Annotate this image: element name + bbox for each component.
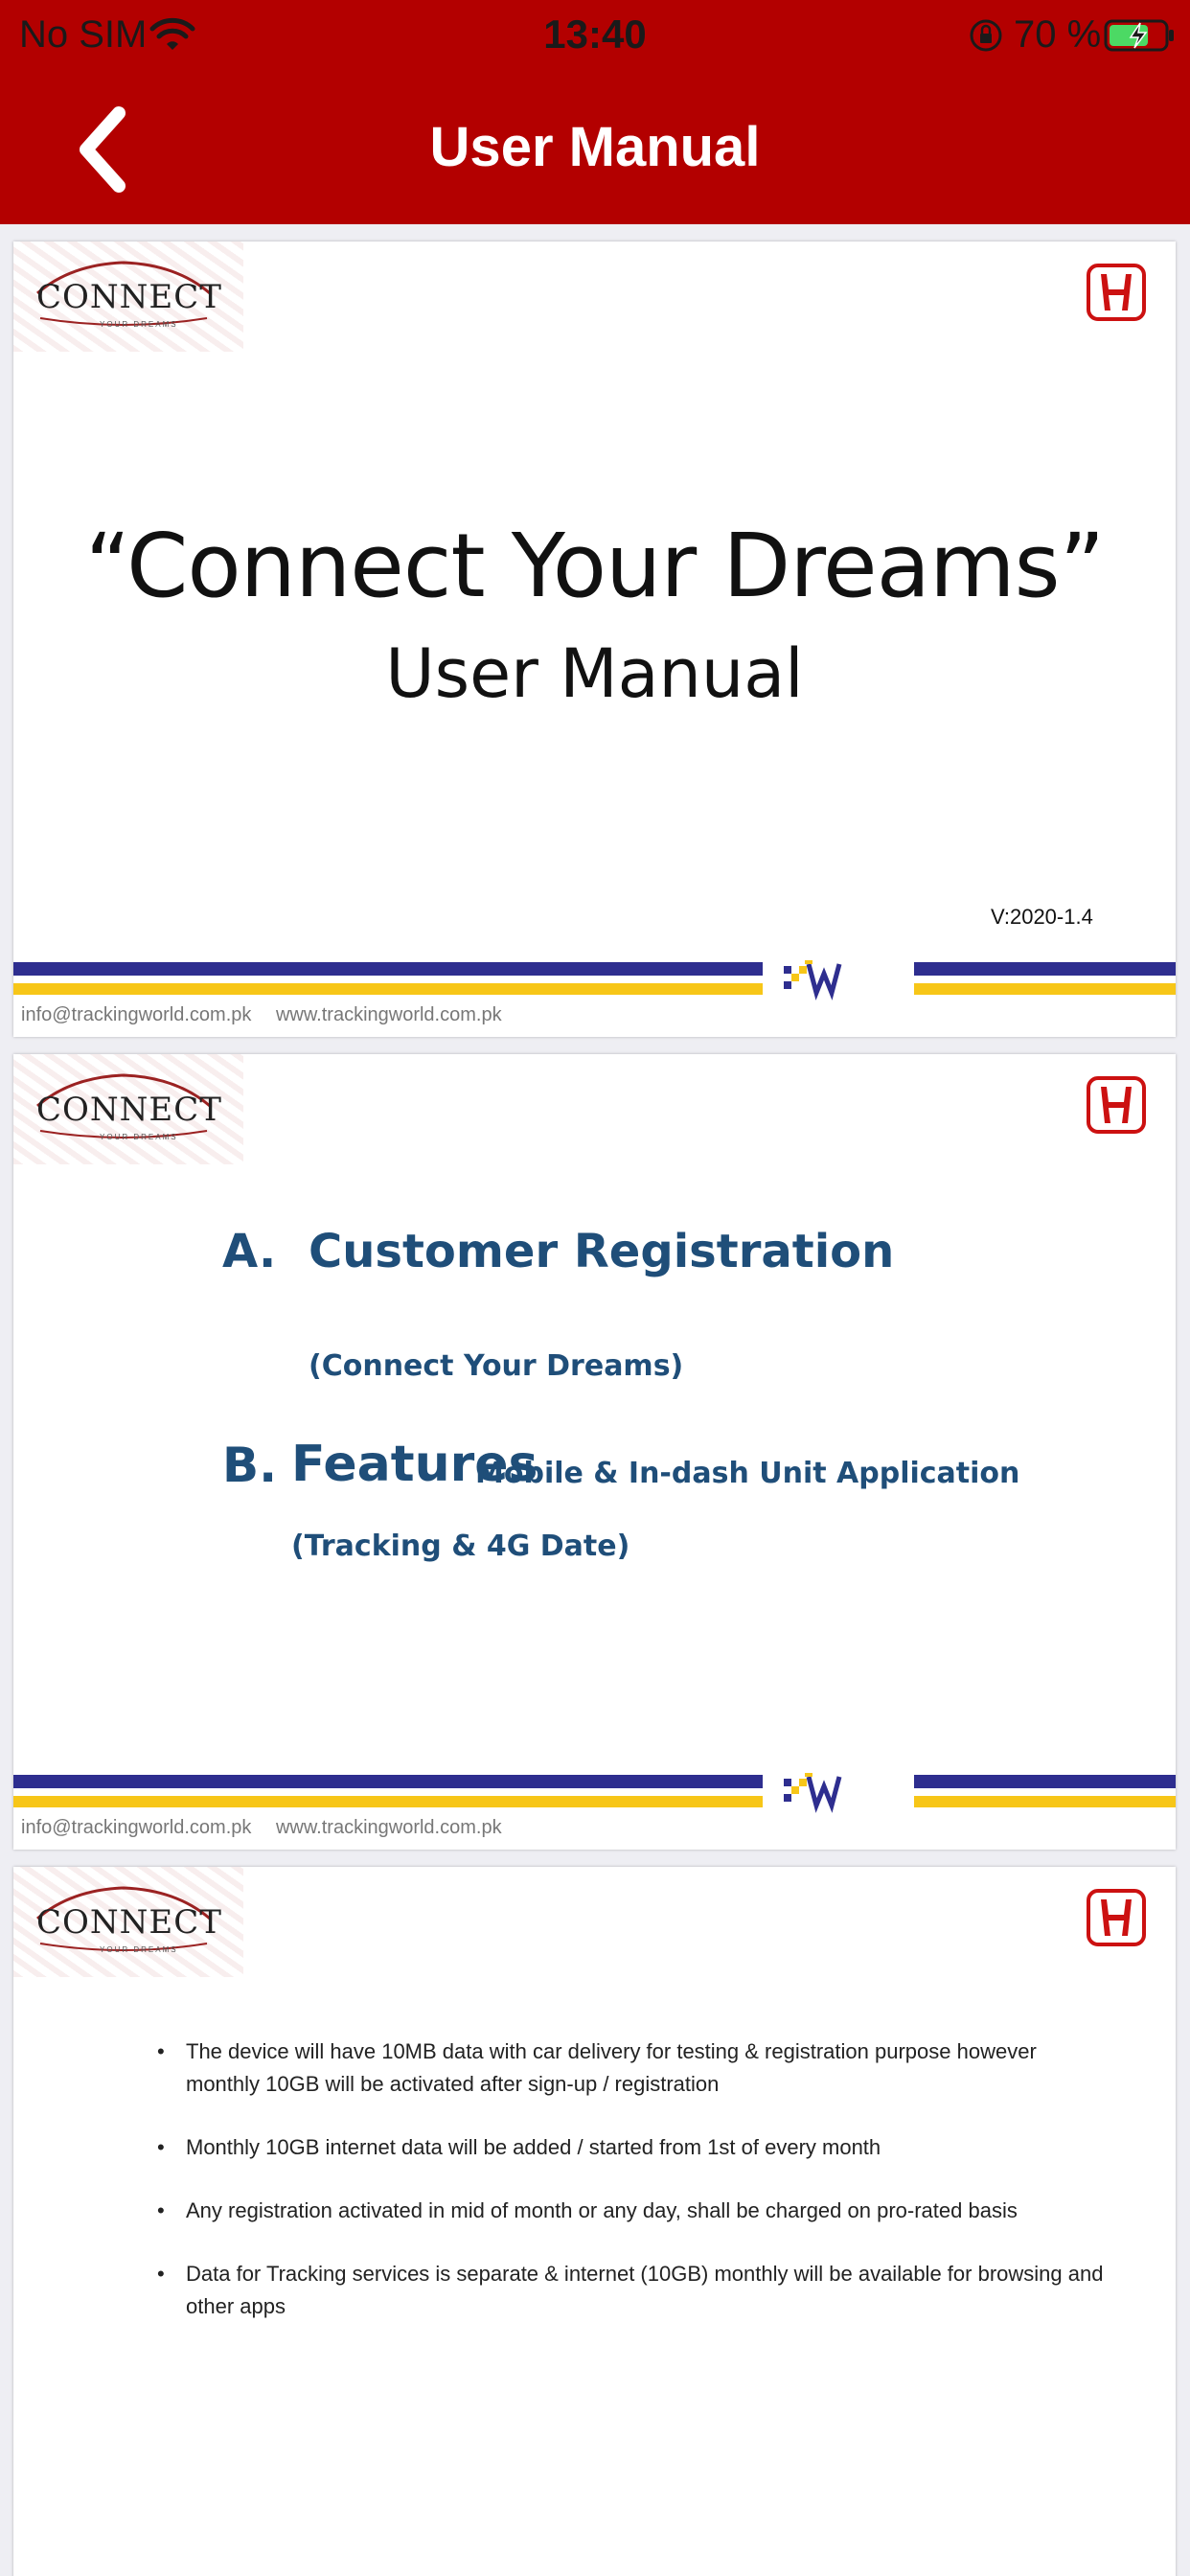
list-item: • Monthly 10GB internet data will be added / started from 1st of every month bbox=[157, 2131, 1106, 2164]
info-bullet-list bbox=[157, 2036, 1106, 2354]
footer-email: info@trackingworld.com.pk bbox=[21, 1004, 252, 1025]
connect-logo bbox=[13, 1054, 243, 1164]
carrier-label: No SIM bbox=[19, 13, 148, 56]
manual-page-1 bbox=[13, 242, 1176, 1037]
section-b-title-suffix: Mobile & In-dash Unit Application bbox=[475, 1457, 1020, 1490]
manual-page-2 bbox=[13, 1054, 1176, 1850]
logo-subtext: YOUR DREAMS bbox=[100, 320, 178, 329]
honda-logo-icon bbox=[1086, 1888, 1147, 1947]
logo-subtext: YOUR DREAMS bbox=[100, 1133, 178, 1141]
section-b-letter: B. bbox=[222, 1438, 278, 1493]
manual-subtitle: User Manual bbox=[385, 634, 804, 713]
footer-email: info@trackingworld.com.pk bbox=[21, 1817, 252, 1838]
list-item: • Any registration activated in mid of month or any day, shall be charged on pro-rated basis bbox=[157, 2195, 1106, 2227]
logo-text: CONNECT bbox=[36, 1903, 222, 1942]
manual-page-3 bbox=[13, 1867, 1176, 2576]
orientation-lock-icon bbox=[968, 17, 1004, 54]
app-header bbox=[0, 0, 1190, 224]
section-a-title: Customer Registration bbox=[309, 1225, 895, 1278]
section-a-letter: A. bbox=[222, 1225, 277, 1278]
page-title: User Manual bbox=[429, 116, 761, 178]
trackingworld-logo-icon bbox=[780, 1767, 895, 1821]
honda-logo-icon bbox=[1086, 1075, 1147, 1135]
logo-text: CONNECT bbox=[36, 1091, 222, 1129]
section-b-subtitle: (Tracking & 4G Date) bbox=[291, 1530, 630, 1563]
section-b-title: Features bbox=[291, 1436, 538, 1493]
trackingworld-logo-icon bbox=[780, 954, 895, 1008]
status-bar bbox=[0, 0, 1190, 75]
version-label: V:2020-1.4 bbox=[991, 905, 1093, 929]
battery-charging-icon bbox=[1104, 17, 1177, 54]
list-item: • The device will have 10MB data with car delivery for testing & registration purpose however monthly 10GB will be activated after sign-up / registration bbox=[157, 2036, 1106, 2101]
footer-website: www.trackingworld.com.pk bbox=[275, 1004, 502, 1025]
footer-contact bbox=[21, 1004, 521, 1026]
manual-title: “Connect Your Dreams” bbox=[84, 515, 1105, 617]
nav-bar bbox=[0, 75, 1190, 224]
section-a-subtitle: (Connect Your Dreams) bbox=[309, 1349, 684, 1383]
honda-logo-icon bbox=[1086, 263, 1147, 322]
logo-subtext: YOUR DREAMS bbox=[100, 1945, 178, 1954]
logo-text: CONNECT bbox=[36, 278, 222, 316]
list-item: • Data for Tracking services is separate & internet (10GB) monthly will be available for browsing and other apps bbox=[157, 2258, 1106, 2323]
footer-stripes bbox=[13, 962, 1176, 1000]
connect-logo bbox=[13, 242, 243, 352]
connect-logo bbox=[13, 1867, 243, 1977]
battery-percent: 70 % bbox=[1014, 13, 1102, 56]
footer-contact bbox=[21, 1817, 521, 1839]
footer-stripes bbox=[13, 1775, 1176, 1813]
clock: 13:40 bbox=[543, 12, 647, 57]
footer-website: www.trackingworld.com.pk bbox=[275, 1817, 502, 1838]
